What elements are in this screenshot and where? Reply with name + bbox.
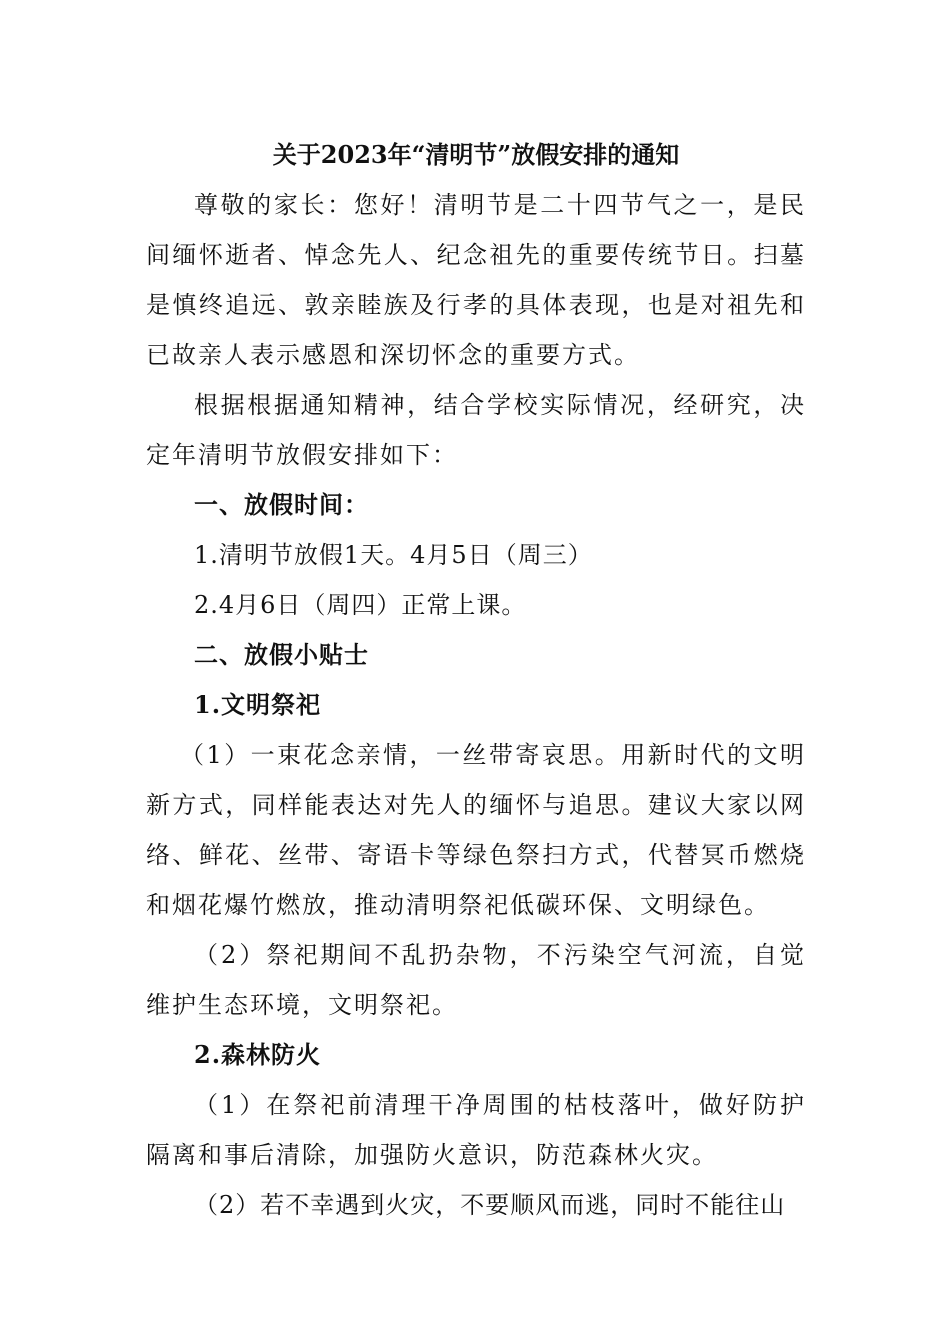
section1-heading: 一、放假时间：	[194, 490, 369, 519]
sub2-heading: 2.森林防火	[194, 1040, 322, 1069]
sub2-paragraph-2: （2）若不幸遇到火灾，不要顺风而逃，同时不能往山	[194, 1191, 786, 1219]
sub1-heading: 1.文明祭祀	[194, 690, 322, 719]
document-title: 关于2023年“清明节”放假安排的通知	[272, 140, 680, 169]
sub2-paragraph-1: （1）在祭祀前清理干净周围的枯枝落叶，做好防护隔离和事后清除，加强防火意识，防范森林火灾。	[146, 1091, 806, 1169]
basis-paragraph: 根据根据通知精神，结合学校实际情况，经研究，决定年清明节放假安排如下：	[146, 391, 806, 469]
document-body	[146, 130, 806, 1230]
section1-item-1: 1.清明节放假1天。4月5日（周三）	[194, 541, 593, 569]
sub1-paragraph-2: （2）祭祀期间不乱扔杂物，不污染空气河流，自觉维护生态环境，文明祭祀。	[146, 941, 806, 1019]
sub1-paragraph-1: （1）一束花念亲情，一丝带寄哀思。用新时代的文明新方式，同样能表达对先人的缅怀与追思。建议大家以网络、鲜花、丝带、寄语卡等绿色祭扫方式，代替冥币燃烧和烟花爆竹燃放，推动清明祭祀低碳环保、文明绿色。	[146, 741, 806, 919]
section2-heading: 二、放假小贴士	[194, 640, 369, 669]
section1-item-2: 2.4月6日（周四）正常上课。	[194, 591, 527, 619]
intro-paragraph: 尊敬的家长：您好！清明节是二十四节气之一，是民间缅怀逝者、悼念先人、纪念祖先的重要传统节日。扫墓是慎终追远、敦亲睦族及行孝的具体表现，也是对祖先和已故亲人表示感恩和深切怀念的重要方式。	[146, 191, 806, 369]
